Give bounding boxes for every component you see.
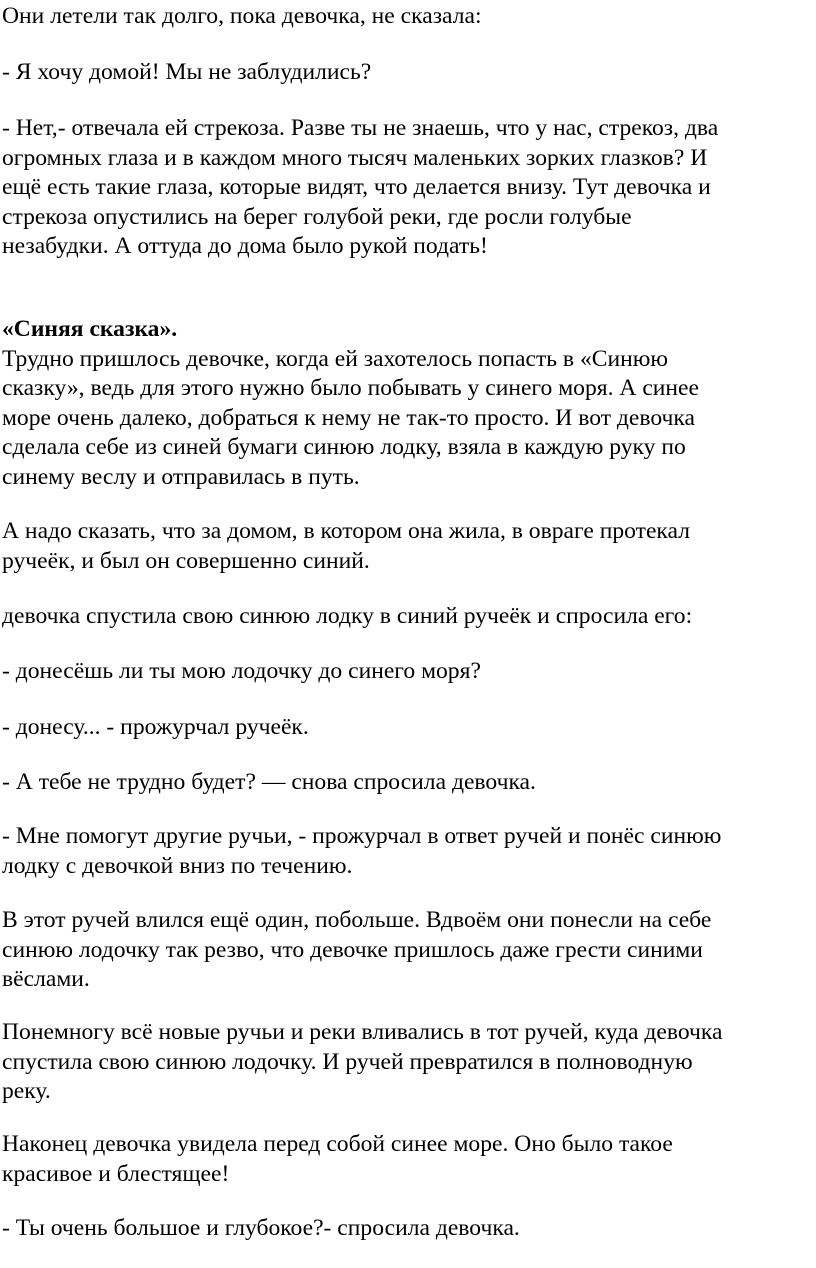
paragraph-story-intro (2, 315, 808, 492)
text-line: Трудно пришлось девочке, когда ей захотелось попасть в «Синюю (2, 345, 669, 372)
text-line: море очень далеко, добраться к нему не так-то просто. И вот девочка (2, 404, 695, 431)
text-line: А надо сказать, что за домом, в котором она жила, в овраге протекал (2, 518, 690, 544)
text-line: Наконец девочка увидела перед собой синее море. Оно было такое (2, 1131, 673, 1157)
text-line: Они летели так долго, пока девочка, не сказала: (2, 3, 482, 29)
paragraph-5 (2, 517, 808, 576)
text-line: спустила свою синюю лодочку. И ручей превратился в полноводную (2, 1048, 693, 1075)
paragraph-6 (2, 602, 808, 632)
text-line: - Я хочу домой! Мы не заблудились? (2, 59, 372, 85)
text-line: стрекоза опустились на берег голубой реки, где росли голубые (2, 203, 632, 230)
text-line: - Ты очень большое и глубокое?- спросила девочка. (2, 1215, 520, 1241)
paragraph-1 (2, 2, 808, 32)
text-line: Понемногу всё новые ручьи и реки вливались в тот ручей, куда девочка (2, 1019, 723, 1045)
text-line: - Мне помогут другие ручьи, - прожурчал в ответ ручей и понёс синюю (2, 823, 722, 849)
paragraph-9 (2, 768, 808, 798)
text-line: синюю лодочку так резво, что девочке пришлось даже грести синими (2, 936, 703, 963)
text-line: сделала себе из синей бумаги синюю лодку, взяла в каждую руку по (2, 434, 686, 460)
text-line: вёслами. (2, 966, 90, 992)
paragraph-13 (2, 1130, 808, 1189)
paragraph-11 (2, 906, 808, 995)
text-line: синему веслу и отправилась в путь. (2, 463, 360, 490)
paragraph-12 (2, 1018, 808, 1107)
text-line: лодку с девочкой вниз по течению. (2, 852, 353, 879)
text-line: красивое и блестящее! (2, 1160, 230, 1187)
text-line: - А тебе не трудно будет? — снова спросила девочка. (2, 769, 536, 795)
text-line: - Нет,- отвечала ей стрекоза. Разве ты не знаешь, что у нас, стрекоз, два (2, 115, 719, 141)
text-line: реку. (2, 1078, 51, 1104)
text-line: незабудки. А оттуда до дома было рукой подать! (2, 233, 488, 259)
text-line: - донесу... - прожурчал ручеёк. (2, 714, 309, 740)
section-heading: «Синяя сказка». (2, 316, 178, 342)
paragraph-2 (2, 58, 808, 88)
paragraph-3 (2, 114, 808, 262)
text-line: девочка спустила свою синюю лодку в синий ручеёк и спросила его: (2, 603, 693, 629)
paragraph-10 (2, 822, 808, 881)
text-line: ручеёк, и был он совершенно синий. (2, 547, 370, 574)
paragraph-14 (2, 1214, 808, 1244)
text-line: ещё есть такие глаза, которые видят, что делается внизу. Тут девочка и (2, 174, 711, 200)
text-line: огромных глаза и в каждом много тысяч маленьких зорких глазков? И (2, 144, 708, 171)
text-line: В этот ручей влился ещё один, побольше. Вдвоём они понесли на себе (2, 907, 712, 933)
paragraph-8 (2, 713, 808, 743)
paragraph-7 (2, 657, 808, 687)
text-line: - донесёшь ли ты мою лодочку до синего моря? (2, 658, 481, 684)
text-line: сказку», ведь для этого нужно было побывать у синего моря. А синее (2, 375, 699, 401)
